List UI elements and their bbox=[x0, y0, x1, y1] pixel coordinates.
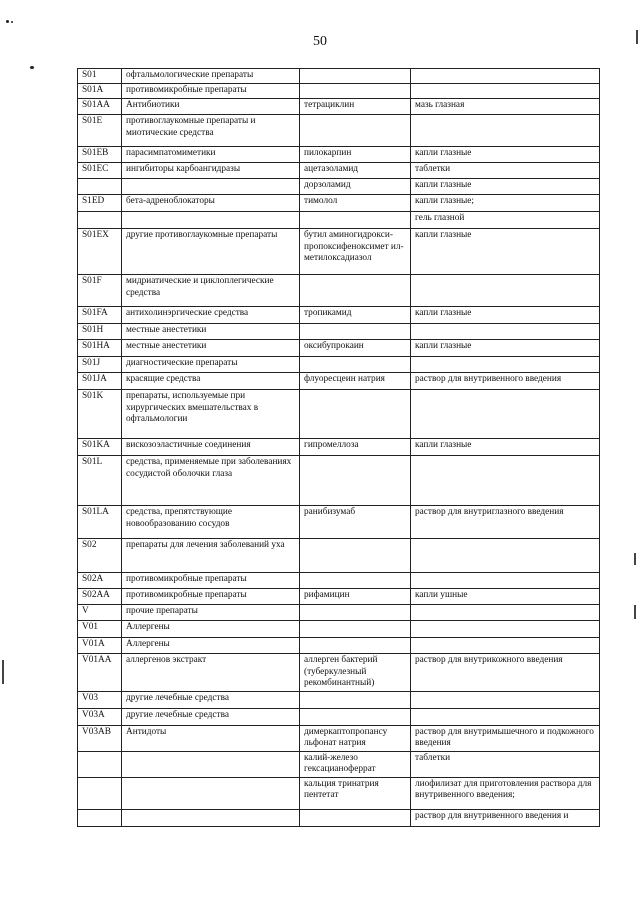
drug-name-cell: рифамицин bbox=[300, 589, 411, 605]
table-row bbox=[78, 115, 600, 147]
atc-code-cell: V03AB bbox=[78, 725, 122, 751]
table-row bbox=[78, 307, 600, 324]
dosage-form-cell bbox=[411, 456, 600, 506]
group-name-cell: прочие препараты bbox=[122, 605, 300, 621]
table-row bbox=[78, 357, 600, 373]
atc-code-cell: S01EC bbox=[78, 163, 122, 179]
table-row bbox=[78, 621, 600, 638]
group-name-cell: противомикробные препараты bbox=[122, 573, 300, 589]
table-row bbox=[78, 275, 600, 307]
table-row bbox=[78, 340, 600, 357]
drug-name-cell: бутил аминогидрокси-пропоксифеноксимет ил-метилоксадиазол bbox=[300, 229, 411, 275]
atc-code-cell: S01LA bbox=[78, 506, 122, 539]
scan-edge-mark bbox=[2, 660, 4, 684]
table-row bbox=[78, 147, 600, 163]
table-row bbox=[78, 539, 600, 573]
drug-name-cell: пилокарпин bbox=[300, 147, 411, 163]
group-name-cell: другие противоглаукомные препараты bbox=[122, 229, 300, 275]
drug-classification-table bbox=[77, 68, 600, 827]
drug-name-cell bbox=[300, 69, 411, 84]
atc-code-cell: V03A bbox=[78, 708, 122, 725]
drug-name-cell bbox=[300, 573, 411, 589]
page-number: 50 bbox=[313, 34, 327, 49]
table-row bbox=[78, 605, 600, 621]
dosage-form-cell: капли глазные bbox=[411, 147, 600, 163]
table-row bbox=[78, 809, 600, 826]
group-name-cell: Аллергены bbox=[122, 638, 300, 654]
drug-name-cell bbox=[300, 691, 411, 708]
table-row bbox=[78, 373, 600, 390]
dosage-form-cell: лиофилизат для приготовления раствора для внутривенного введения; bbox=[411, 777, 600, 809]
group-name-cell: местные анестетики bbox=[122, 324, 300, 340]
drug-name-cell: ранибизумаб bbox=[300, 506, 411, 539]
group-name-cell: мидриатические и циклоплегические средства bbox=[122, 275, 300, 307]
atc-code-cell bbox=[78, 751, 122, 777]
drug-name-cell bbox=[300, 621, 411, 638]
atc-code-cell: S1ED bbox=[78, 195, 122, 212]
scan-edge-mark bbox=[634, 605, 636, 619]
dosage-form-cell bbox=[411, 708, 600, 725]
group-name-cell: вискозоэластичные соединения bbox=[122, 439, 300, 456]
dosage-form-cell bbox=[411, 115, 600, 147]
dosage-form-cell bbox=[411, 638, 600, 654]
dosage-form-cell: таблетки bbox=[411, 751, 600, 777]
atc-code-cell: S01KA bbox=[78, 439, 122, 456]
dosage-form-cell: капли ушные bbox=[411, 589, 600, 605]
scan-edge-mark bbox=[634, 553, 636, 565]
drug-name-cell: димеркаптопропансу льфонат натрия bbox=[300, 725, 411, 751]
dosage-form-cell: гель глазной bbox=[411, 212, 600, 229]
table-row bbox=[78, 69, 600, 84]
dosage-form-cell: раствор для внутривенного введения bbox=[411, 373, 600, 390]
dosage-form-cell: капли глазные; bbox=[411, 195, 600, 212]
dosage-form-cell: капли глазные bbox=[411, 229, 600, 275]
table-row bbox=[78, 229, 600, 275]
drug-name-cell: ацетазоламид bbox=[300, 163, 411, 179]
drug-name-cell bbox=[300, 456, 411, 506]
atc-code-cell bbox=[78, 212, 122, 229]
dosage-form-cell: капли глазные bbox=[411, 179, 600, 195]
group-name-cell: Антидоты bbox=[122, 725, 300, 751]
table-body bbox=[78, 69, 600, 827]
drug-name-cell bbox=[300, 539, 411, 573]
atc-code-cell: S01EB bbox=[78, 147, 122, 163]
table-row bbox=[78, 212, 600, 229]
table-row bbox=[78, 163, 600, 179]
drug-name-cell bbox=[300, 324, 411, 340]
table-row bbox=[78, 324, 600, 340]
scan-speck bbox=[11, 21, 13, 23]
drug-name-cell bbox=[300, 708, 411, 725]
scan-speck bbox=[6, 20, 9, 23]
dosage-form-cell: раствор для внутрикожного введения bbox=[411, 654, 600, 692]
drug-name-cell bbox=[300, 115, 411, 147]
drug-name-cell: тимолол bbox=[300, 195, 411, 212]
group-name-cell: аллергенов экстракт bbox=[122, 654, 300, 692]
dosage-form-cell: капли глазные bbox=[411, 307, 600, 324]
atc-code-cell: S01AA bbox=[78, 99, 122, 115]
dosage-form-cell: раствор для внутриглазного введения bbox=[411, 506, 600, 539]
group-name-cell bbox=[122, 777, 300, 809]
group-name-cell: диагностические препараты bbox=[122, 357, 300, 373]
table-row bbox=[78, 456, 600, 506]
table-row bbox=[78, 573, 600, 589]
drug-name-cell: тетрациклин bbox=[300, 99, 411, 115]
drug-name-cell bbox=[300, 357, 411, 373]
table-row bbox=[78, 99, 600, 115]
atc-code-cell bbox=[78, 777, 122, 809]
dosage-form-cell: капли глазные bbox=[411, 439, 600, 456]
atc-code-cell: S01HA bbox=[78, 340, 122, 357]
dosage-form-cell: капли глазные bbox=[411, 340, 600, 357]
atc-code-cell: S01E bbox=[78, 115, 122, 147]
drug-name-cell bbox=[300, 84, 411, 99]
table-row bbox=[78, 195, 600, 212]
dosage-form-cell bbox=[411, 275, 600, 307]
group-name-cell: средства, применяемые при заболеваниях сосудистой оболочки глаза bbox=[122, 456, 300, 506]
group-name-cell: местные анестетики bbox=[122, 340, 300, 357]
atc-code-cell: S01K bbox=[78, 390, 122, 439]
group-name-cell: противомикробные препараты bbox=[122, 84, 300, 99]
group-name-cell: препараты, используемые при хирургических вмешательствах в офтальмологии bbox=[122, 390, 300, 439]
atc-code-cell: V01 bbox=[78, 621, 122, 638]
atc-code-cell: V03 bbox=[78, 691, 122, 708]
dosage-form-cell bbox=[411, 691, 600, 708]
atc-code-cell: S02A bbox=[78, 573, 122, 589]
drug-name-cell: кальция тринатрия пентетат bbox=[300, 777, 411, 809]
group-name-cell bbox=[122, 809, 300, 826]
group-name-cell: средства, препятствующие новообразованию сосудов bbox=[122, 506, 300, 539]
group-name-cell: парасимпатомиметики bbox=[122, 147, 300, 163]
atc-code-cell: S01EX bbox=[78, 229, 122, 275]
atc-code-cell: S01FA bbox=[78, 307, 122, 324]
atc-code-cell: S02 bbox=[78, 539, 122, 573]
dosage-form-cell bbox=[411, 357, 600, 373]
group-name-cell: бета-адреноблокаторы bbox=[122, 195, 300, 212]
dosage-form-cell bbox=[411, 539, 600, 573]
drug-name-cell bbox=[300, 638, 411, 654]
drug-name-cell bbox=[300, 390, 411, 439]
table-row bbox=[78, 708, 600, 725]
drug-name-cell: аллерген бактерий (туберкулезный рекомбинантный) bbox=[300, 654, 411, 692]
table-row bbox=[78, 691, 600, 708]
table-row bbox=[78, 638, 600, 654]
drug-name-cell: оксибупрокаин bbox=[300, 340, 411, 357]
atc-code-cell: S01JA bbox=[78, 373, 122, 390]
group-name-cell: Аллергены bbox=[122, 621, 300, 638]
table-row bbox=[78, 84, 600, 99]
dosage-form-cell bbox=[411, 390, 600, 439]
group-name-cell: ингибиторы карбоангидразы bbox=[122, 163, 300, 179]
atc-code-cell: S01F bbox=[78, 275, 122, 307]
atc-code-cell: S01 bbox=[78, 69, 122, 84]
group-name-cell: препараты для лечения заболеваний уха bbox=[122, 539, 300, 573]
atc-code-cell: S01L bbox=[78, 456, 122, 506]
dosage-form-cell: мазь глазная bbox=[411, 99, 600, 115]
group-name-cell: противомикробные препараты bbox=[122, 589, 300, 605]
table-row bbox=[78, 390, 600, 439]
scan-speck bbox=[30, 66, 34, 69]
drug-name-cell: дорзоламид bbox=[300, 179, 411, 195]
dosage-form-cell: таблетки bbox=[411, 163, 600, 179]
dosage-form-cell: раствор для внутримышечного и подкожного введения bbox=[411, 725, 600, 751]
atc-code-cell: S02AA bbox=[78, 589, 122, 605]
drug-name-cell: калий-железо гексацианоферрат bbox=[300, 751, 411, 777]
table-row bbox=[78, 777, 600, 809]
atc-code-cell: V bbox=[78, 605, 122, 621]
group-name-cell bbox=[122, 179, 300, 195]
dosage-form-cell bbox=[411, 621, 600, 638]
group-name-cell bbox=[122, 212, 300, 229]
drug-name-cell bbox=[300, 809, 411, 826]
group-name-cell bbox=[122, 751, 300, 777]
dosage-form-cell bbox=[411, 324, 600, 340]
group-name-cell: Антибиотики bbox=[122, 99, 300, 115]
dosage-form-cell: раствор для внутривенного введения и bbox=[411, 809, 600, 826]
group-name-cell: офтальмологические препараты bbox=[122, 69, 300, 84]
dosage-form-cell bbox=[411, 84, 600, 99]
dosage-form-cell bbox=[411, 605, 600, 621]
table-row bbox=[78, 179, 600, 195]
drug-name-cell bbox=[300, 212, 411, 229]
group-name-cell: антихолинэргические средства bbox=[122, 307, 300, 324]
drug-name-cell bbox=[300, 605, 411, 621]
dosage-form-cell bbox=[411, 69, 600, 84]
atc-code-cell bbox=[78, 809, 122, 826]
drug-name-cell: флуоресцеин натрия bbox=[300, 373, 411, 390]
table-row bbox=[78, 751, 600, 777]
atc-code-cell: V01AA bbox=[78, 654, 122, 692]
atc-code-cell bbox=[78, 179, 122, 195]
table-row bbox=[78, 725, 600, 751]
atc-code-cell: S01H bbox=[78, 324, 122, 340]
drug-name-cell: тропикамид bbox=[300, 307, 411, 324]
table-row bbox=[78, 589, 600, 605]
table-row bbox=[78, 506, 600, 539]
drug-name-cell: гипромеллоза bbox=[300, 439, 411, 456]
dosage-form-cell bbox=[411, 573, 600, 589]
scan-edge-mark bbox=[636, 30, 638, 44]
atc-code-cell: V01A bbox=[78, 638, 122, 654]
group-name-cell: противоглаукомные препараты и миотические средства bbox=[122, 115, 300, 147]
table-row bbox=[78, 654, 600, 692]
table-row bbox=[78, 439, 600, 456]
drug-name-cell bbox=[300, 275, 411, 307]
group-name-cell: другие лечебные средства bbox=[122, 708, 300, 725]
atc-code-cell: S01A bbox=[78, 84, 122, 99]
group-name-cell: красящие средства bbox=[122, 373, 300, 390]
atc-code-cell: S01J bbox=[78, 357, 122, 373]
group-name-cell: другие лечебные средства bbox=[122, 691, 300, 708]
